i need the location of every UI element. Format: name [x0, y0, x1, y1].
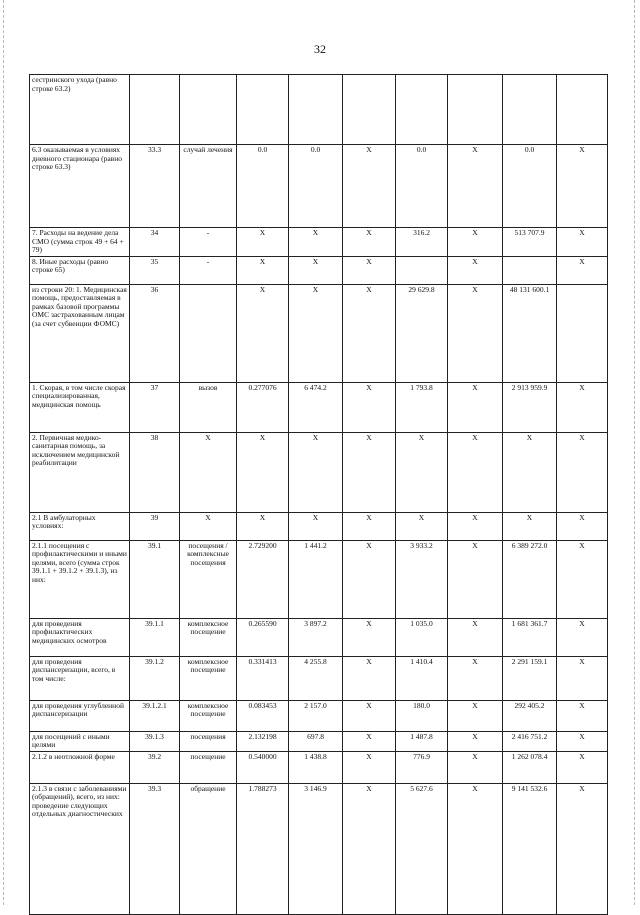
table-cell: X: [503, 432, 557, 512]
row-label-cell: 7. Расходы на ведение дела СМО (сумма строк 49 + 64 + 79): [30, 228, 130, 257]
table-row: [30, 540, 608, 618]
table-row: [30, 284, 608, 382]
table-cell: X: [557, 783, 608, 914]
table-cell: X: [343, 145, 396, 228]
row-label-cell: сестринского ухода (равно строке 63.2): [30, 75, 130, 145]
table-cell: [396, 75, 448, 145]
table-cell: [343, 75, 396, 145]
table-cell: [180, 284, 237, 382]
table-row: [30, 783, 608, 914]
row-label-cell: для посещений с иными целями: [30, 731, 130, 751]
table-cell: X: [557, 618, 608, 656]
table-cell: [180, 75, 237, 145]
table-cell: X: [448, 656, 503, 700]
table-cell: X: [343, 618, 396, 656]
table-cell: 39.1.1: [130, 618, 180, 656]
table-cell: 1 441.2: [289, 540, 343, 618]
table-cell: 2.132198: [237, 731, 289, 751]
row-label-cell: для проведения профилактических медицинских осмотров: [30, 618, 130, 656]
table-cell: 0.277076: [237, 382, 289, 432]
table-cell: X: [289, 284, 343, 382]
table-cell: -: [180, 256, 237, 284]
table-row: [30, 432, 608, 512]
row-label-cell: 2.1.2 в неотложной форме: [30, 751, 130, 783]
table-cell: 1.788273: [237, 783, 289, 914]
table-row: [30, 75, 608, 145]
table-cell: 2 416 751.2: [503, 731, 557, 751]
table-row: [30, 618, 608, 656]
table-cell: [448, 75, 503, 145]
table-cell: 39: [130, 512, 180, 540]
table-cell: 0.083453: [237, 700, 289, 731]
row-label-cell: из строки 20: 1. Медицинская помощь, предоставляемая в рамках базовой программы ОМС застрахованным лицам (за счет субвенции ФОМС): [30, 284, 130, 382]
table-cell: X: [557, 656, 608, 700]
table-cell: X: [180, 432, 237, 512]
table-body: [30, 75, 608, 915]
table-cell: 0.331413: [237, 656, 289, 700]
table-cell: 2 291 159.1: [503, 656, 557, 700]
table-cell: 316.2: [396, 228, 448, 257]
table-cell: [396, 256, 448, 284]
table-cell: 39.3: [130, 783, 180, 914]
table-cell: X: [289, 512, 343, 540]
table-cell: X: [448, 284, 503, 382]
table-cell: X: [343, 540, 396, 618]
table-cell: посещение: [180, 751, 237, 783]
table-cell: X: [343, 783, 396, 914]
table-cell: 39.2: [130, 751, 180, 783]
table-cell: X: [557, 700, 608, 731]
scan-left-edge: [3, 0, 5, 905]
table-cell: X: [557, 382, 608, 432]
table-cell: 292 405.2: [503, 700, 557, 731]
table-cell: 0.0: [237, 145, 289, 228]
row-label-cell: 2. Первичная медико-санитарная помощь, за исключением медицинской реабилитации: [30, 432, 130, 512]
table-cell: 1 487.8: [396, 731, 448, 751]
table-cell: 3 897.2: [289, 618, 343, 656]
table-cell: [557, 284, 608, 382]
table-cell: X: [557, 432, 608, 512]
table-cell: X: [448, 731, 503, 751]
table-cell: X: [448, 256, 503, 284]
table-cell: комплексное посещение: [180, 700, 237, 731]
row-label-cell: 6.3 оказываемая в условиях дневного стационара (равно строке 63.3): [30, 145, 130, 228]
table-cell: X: [448, 783, 503, 914]
table-cell: 0.0: [503, 145, 557, 228]
table-cell: 39.1: [130, 540, 180, 618]
row-label-cell: 1. Скорая, в том числе скорая специализированная, медицинская помощь: [30, 382, 130, 432]
table-cell: [130, 75, 180, 145]
financing-table: [29, 74, 608, 915]
table-row: [30, 656, 608, 700]
row-label-cell: для проведения диспансеризации, всего, в том числе:: [30, 656, 130, 700]
table-cell: 48 131 600.1: [503, 284, 557, 382]
table-cell: X: [448, 228, 503, 257]
table-cell: X: [448, 145, 503, 228]
table-cell: -: [180, 228, 237, 257]
table-cell: X: [396, 512, 448, 540]
table-cell: 0.265590: [237, 618, 289, 656]
table-cell: 697.8: [289, 731, 343, 751]
table-cell: X: [289, 432, 343, 512]
table-cell: комплексное посещение: [180, 618, 237, 656]
table-cell: 35: [130, 256, 180, 284]
table-cell: 2.729200: [237, 540, 289, 618]
table-cell: 37: [130, 382, 180, 432]
table-cell: 34: [130, 228, 180, 257]
table-cell: X: [448, 700, 503, 731]
table-cell: [503, 75, 557, 145]
table-cell: X: [289, 256, 343, 284]
table-row: [30, 382, 608, 432]
table-cell: 3 146.9: [289, 783, 343, 914]
table-cell: X: [448, 382, 503, 432]
table-cell: X: [343, 731, 396, 751]
table-cell: X: [448, 512, 503, 540]
table-cell: посещения: [180, 731, 237, 751]
table-cell: X: [448, 432, 503, 512]
table-cell: 33.3: [130, 145, 180, 228]
table-row: [30, 731, 608, 751]
table-cell: 6 389 272.0: [503, 540, 557, 618]
table-cell: X: [237, 228, 289, 257]
table-cell: X: [448, 540, 503, 618]
table-cell: 2 913 959.9: [503, 382, 557, 432]
table-cell: 38: [130, 432, 180, 512]
table-cell: вызов: [180, 382, 237, 432]
table-row: [30, 228, 608, 257]
table-cell: 9 141 532.6: [503, 783, 557, 914]
table-cell: X: [396, 432, 448, 512]
table-cell: X: [343, 751, 396, 783]
table-cell: 1 438.8: [289, 751, 343, 783]
page-number: 32: [314, 42, 326, 56]
table-cell: X: [557, 145, 608, 228]
table-cell: 36: [130, 284, 180, 382]
scan-right-edge: [634, 0, 636, 905]
table-cell: X: [237, 256, 289, 284]
table-cell: X: [343, 284, 396, 382]
table-cell: 3 933.2: [396, 540, 448, 618]
table-cell: X: [557, 512, 608, 540]
table-cell: посещения /комплексные посещения: [180, 540, 237, 618]
table-cell: 2 157.0: [289, 700, 343, 731]
table-cell: X: [343, 656, 396, 700]
row-label-cell: для проведения углубленной диспансеризации: [30, 700, 130, 731]
table-cell: 39.1.2: [130, 656, 180, 700]
table-row: [30, 751, 608, 783]
table-cell: [557, 75, 608, 145]
table-cell: 29 629.8: [396, 284, 448, 382]
table-cell: 0.0: [289, 145, 343, 228]
table-cell: 5 627.6: [396, 783, 448, 914]
table-row: [30, 145, 608, 228]
table-cell: X: [557, 731, 608, 751]
table-cell: X: [343, 256, 396, 284]
table-cell: 1 793.8: [396, 382, 448, 432]
table-cell: X: [289, 228, 343, 257]
table-cell: X: [557, 751, 608, 783]
table-cell: X: [557, 540, 608, 618]
table-cell: 180.0: [396, 700, 448, 731]
table-cell: 39.1.3: [130, 731, 180, 751]
row-label-cell: 8. Иные расходы (равно строке 65): [30, 256, 130, 284]
table-cell: X: [180, 512, 237, 540]
table-row: [30, 700, 608, 731]
table-cell: [237, 75, 289, 145]
row-label-cell: 2.1.1 посещения с профилактическими и иными целями, всего (сумма строк 39.1.1 + 39.1.2 + 39.1.3), из них:: [30, 540, 130, 618]
table-cell: 4 255.8: [289, 656, 343, 700]
table-cell: случай лечения: [180, 145, 237, 228]
table-cell: X: [343, 228, 396, 257]
table-cell: 776.9: [396, 751, 448, 783]
table-cell: 0.0: [396, 145, 448, 228]
table-cell: X: [448, 751, 503, 783]
table-cell: X: [343, 432, 396, 512]
table-cell: 1 410.4: [396, 656, 448, 700]
row-label-cell: 2.1.3 в связи с заболеваниями (обращений), всего, из них: проведение следующих отдельных диагностических: [30, 783, 130, 914]
table-cell: 1 035.0: [396, 618, 448, 656]
table-cell: 513 707.9: [503, 228, 557, 257]
table-cell: обращение: [180, 783, 237, 914]
table-cell: X: [503, 512, 557, 540]
table-cell: X: [237, 512, 289, 540]
table-cell: 1 262 078.4: [503, 751, 557, 783]
table-cell: 0.540000: [237, 751, 289, 783]
table-cell: 6 474.2: [289, 382, 343, 432]
table-cell: X: [237, 284, 289, 382]
table-cell: X: [343, 512, 396, 540]
table-cell: X: [343, 700, 396, 731]
table-row: [30, 512, 608, 540]
table-cell: X: [557, 228, 608, 257]
table-cell: комплексное посещение: [180, 656, 237, 700]
table-cell: [503, 256, 557, 284]
table-cell: X: [448, 618, 503, 656]
row-label-cell: 2.1 В амбулаторных условиях:: [30, 512, 130, 540]
table-row: [30, 256, 608, 284]
table-cell: X: [343, 382, 396, 432]
table-cell: X: [557, 256, 608, 284]
table-cell: [289, 75, 343, 145]
table-cell: 39.1.2.1: [130, 700, 180, 731]
table-cell: X: [237, 432, 289, 512]
table-cell: 1 681 361.7: [503, 618, 557, 656]
